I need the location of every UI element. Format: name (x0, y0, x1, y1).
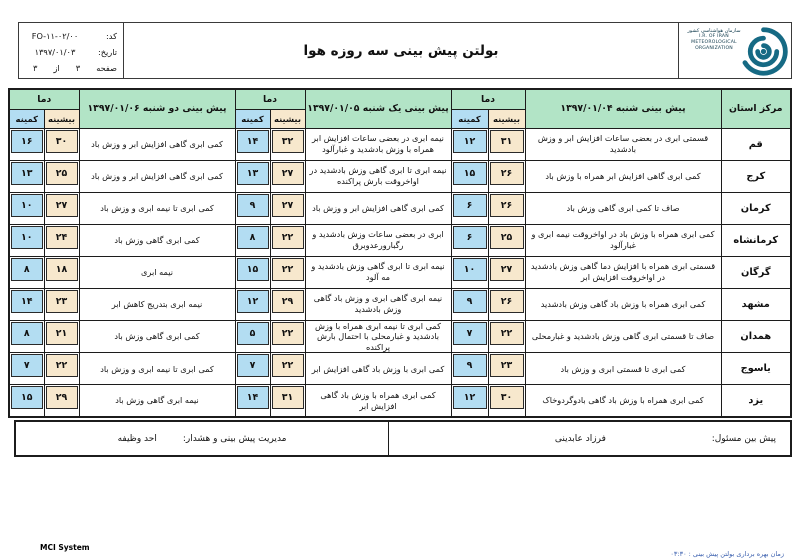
day1-max-value: ۲۲ (490, 322, 524, 345)
table-row (9, 353, 791, 385)
day1-max-cell (488, 288, 525, 320)
day3-max-cell (44, 192, 79, 224)
day2-max-value: ۳۲ (272, 130, 304, 153)
org-name-fa: سازمان هواشناسی کشور (687, 28, 741, 34)
day3-max-value: ۲۷ (46, 194, 78, 217)
day3-max-value: ۲۲ (46, 354, 78, 377)
day1-max-cell (488, 128, 525, 160)
day2-max-cell (270, 128, 305, 160)
day2-forecast-text: نیمه ابری تا ابری گاهی وزش بادشدید در اواخروقت بارش پراکنده (305, 160, 451, 192)
day2-max-cell (270, 320, 305, 353)
day2-max-value: ۲۹ (272, 290, 304, 313)
day2-min-value: ۱۵ (237, 258, 269, 281)
province-name: قم (721, 128, 791, 160)
page-total: ۳ (33, 63, 38, 73)
day2-forecast-text: نیمه ابری تا ابری گاهی وزش بادشدید و مه آلود (305, 256, 451, 288)
day2-max-value: ۲۲ (272, 354, 304, 377)
day2-header: پیش بینی یک شنبه ۱۳۹۷/۰۱/۰۵ (305, 89, 451, 128)
day1-min-cell (451, 160, 488, 192)
forecast-table (8, 88, 792, 418)
bulletin-time-note: زمان بهره برداری بولتن پیش بینی : ۰۳:۳۰ (670, 550, 784, 558)
code-value: FO-۱۱-۰۲/۰۰ (31, 31, 79, 41)
day2-forecast-text: کمی ابری تا نیمه ابری همراه با وزش بادشدید و غبارمحلی با احتمال بارش پراکنده (305, 320, 451, 353)
document-header (18, 22, 792, 79)
day1-min-value: ۶ (453, 226, 487, 249)
province-name: یزد (721, 385, 791, 417)
day1-header: پیش بینی شنبه ۱۳۹۷/۰۱/۰۴ (525, 89, 721, 128)
day2-max-value: ۲۲ (272, 226, 304, 249)
day1-max-header: بیشینه (488, 109, 525, 128)
table-row (9, 224, 791, 256)
day3-max-value: ۲۹ (46, 386, 78, 409)
day2-min-value: ۷ (237, 354, 269, 377)
day1-max-cell (488, 192, 525, 224)
org-logo (678, 22, 792, 79)
day3-forecast-text: کمی ابری گاهی افزایش ابر و وزش باد (79, 128, 235, 160)
day2-min-value: ۱۴ (237, 386, 269, 409)
day3-forecast-text: کمی ابری گاهی وزش باد (79, 320, 235, 353)
day3-min-value: ۷ (11, 354, 43, 377)
day1-min-value: ۹ (453, 290, 487, 313)
forecaster-label: پیش بین مسئول: (711, 433, 776, 444)
table-row (9, 320, 791, 353)
page-of: از (53, 63, 60, 73)
day2-max-cell (270, 192, 305, 224)
province-name: کرمان (721, 192, 791, 224)
day3-min-value: ۸ (11, 258, 43, 281)
day3-min-cell (9, 160, 44, 192)
day1-min-cell (451, 288, 488, 320)
day2-max-cell (270, 353, 305, 385)
meta-code (23, 28, 117, 44)
org-name-en3: ORGANIZATION (695, 45, 733, 51)
province-name: کرمانشاه (721, 224, 791, 256)
org-logo-text (683, 28, 745, 51)
day2-max-cell (270, 224, 305, 256)
day1-min-cell (451, 192, 488, 224)
day3-max-cell (44, 320, 79, 353)
day1-min-value: ۹ (453, 354, 487, 377)
org-name-en1: I.R. OF IRAN (699, 34, 729, 40)
page-label: صفحه (96, 63, 117, 73)
day1-forecast-text: کمی ابری همراه با وزش باد گاهی بادوگردوخاک (525, 385, 721, 417)
day3-min-cell (9, 128, 44, 160)
day1-max-cell (488, 160, 525, 192)
day1-min-cell (451, 224, 488, 256)
day2-min-value: ۸ (237, 226, 269, 249)
table-row (9, 256, 791, 288)
forecaster-name: فرزاد عابدینی (554, 433, 606, 444)
day1-forecast-text: کمی ابری گاهی افزایش ابر همراه با وزش باد (525, 160, 721, 192)
day3-max-cell (44, 385, 79, 417)
day2-max-value: ۲۷ (272, 194, 304, 217)
day2-max-cell (270, 160, 305, 192)
day3-min-cell (9, 320, 44, 353)
table-row (9, 192, 791, 224)
day1-temp-header: دما (451, 89, 525, 109)
day1-min-value: ۷ (453, 322, 487, 345)
day2-min-cell (235, 320, 270, 353)
day3-header: پیش بینی دو شنبه ۱۳۹۷/۰۱/۰۶ (79, 89, 235, 128)
day2-min-cell (235, 385, 270, 417)
day1-min-value: ۱۲ (453, 130, 487, 153)
day1-min-cell (451, 320, 488, 353)
day1-min-value: ۱۰ (453, 258, 487, 281)
manager-name: احد وظیفه (117, 433, 157, 444)
day1-max-cell (488, 353, 525, 385)
meta-box (18, 22, 124, 79)
day2-max-value: ۲۲ (272, 258, 304, 281)
day3-max-cell (44, 224, 79, 256)
day1-min-header: کمینه (451, 109, 488, 128)
day1-max-value: ۲۶ (490, 162, 524, 185)
day3-min-value: ۱۶ (11, 130, 43, 153)
day3-min-cell (9, 385, 44, 417)
province-name: کرج (721, 160, 791, 192)
day1-forecast-text: قسمتی ابری در بعضی ساعات افزایش ابر و وزش بادشدید (525, 128, 721, 160)
day3-max-header: بیشینه (44, 109, 79, 128)
table-row (9, 160, 791, 192)
meta-page (23, 60, 117, 76)
day2-min-cell (235, 353, 270, 385)
day3-min-value: ۱۴ (11, 290, 43, 313)
day2-min-cell (235, 160, 270, 192)
day2-forecast-text: کمی ابری گاهی افزایش ابر و وزش باد (305, 192, 451, 224)
province-name: مشهد (721, 288, 791, 320)
day1-min-value: ۱۵ (453, 162, 487, 185)
day1-max-value: ۲۷ (490, 258, 524, 281)
day2-forecast-text: نیمه ابری در بعضی ساعات افزایش ابر همراه با وزش بادشدید و غبارآلود (305, 128, 451, 160)
code-label: کد: (106, 31, 117, 41)
day3-min-cell (9, 353, 44, 385)
day3-max-value: ۲۵ (46, 162, 78, 185)
day2-max-value: ۲۲ (272, 322, 304, 345)
day3-forecast-text: نیمه ابری بتدریج کاهش ابر (79, 288, 235, 320)
day1-min-value: ۱۲ (453, 386, 487, 409)
day3-min-cell (9, 256, 44, 288)
spiral-logo-icon (737, 25, 790, 78)
day1-min-value: ۶ (453, 194, 487, 217)
day3-min-cell (9, 288, 44, 320)
day2-forecast-text: نیمه ابری گاهی ابری و وزش باد گاهی وزش بادشدید (305, 288, 451, 320)
day3-min-header: کمینه (9, 109, 44, 128)
meta-date (23, 44, 117, 60)
day3-max-value: ۲۴ (46, 226, 78, 249)
day3-max-value: ۱۸ (46, 258, 78, 281)
day2-min-value: ۱۴ (237, 130, 269, 153)
day2-min-cell (235, 224, 270, 256)
day3-min-value: ۸ (11, 322, 43, 345)
day3-max-value: ۲۱ (46, 322, 78, 345)
day3-max-cell (44, 128, 79, 160)
day3-max-cell (44, 160, 79, 192)
date-value: ۱۳۹۷/۰۱/۰۳ (34, 47, 76, 57)
day2-max-header: بیشینه (270, 109, 305, 128)
province-name: گرگان (721, 256, 791, 288)
day1-max-value: ۲۳ (490, 354, 524, 377)
day1-min-cell (451, 256, 488, 288)
mci-system-label: MCI System (40, 543, 90, 552)
day1-max-value: ۳۱ (490, 130, 524, 153)
day2-min-value: ۵ (237, 322, 269, 345)
table-row (9, 385, 791, 417)
day2-min-cell (235, 192, 270, 224)
day2-forecast-text: کمی ابری با وزش باد گاهی افزایش ابر (305, 353, 451, 385)
day3-max-cell (44, 353, 79, 385)
forecaster-cell (388, 422, 790, 455)
table-row (9, 288, 791, 320)
day2-min-header: کمینه (235, 109, 270, 128)
day1-forecast-text: کمی ابری تا قسمتی ابری و وزش باد (525, 353, 721, 385)
day1-max-cell (488, 320, 525, 353)
day3-min-value: ۱۳ (11, 162, 43, 185)
day3-min-value: ۱۵ (11, 386, 43, 409)
day1-max-value: ۲۶ (490, 194, 524, 217)
day1-max-value: ۳۰ (490, 386, 524, 409)
day3-temp-header: دما (9, 89, 79, 109)
day2-max-cell (270, 385, 305, 417)
day3-forecast-text: کمی ابری تا نیمه ابری و وزش باد (79, 192, 235, 224)
table-body (9, 128, 791, 417)
day3-min-cell (9, 224, 44, 256)
day1-forecast-text: کمی ابری همراه با وزش باد در اواخروقت نیمه ابری و غبارآلود (525, 224, 721, 256)
manager-label: مدیریت پیش بینی و هشدار: (182, 433, 287, 444)
day3-max-value: ۲۳ (46, 290, 78, 313)
table-row (9, 128, 791, 160)
day2-min-value: ۱۲ (237, 290, 269, 313)
day2-forecast-text: کمی ابری همراه با وزش باد گاهی افزایش ابر (305, 385, 451, 417)
title-box (123, 22, 679, 79)
day1-max-value: ۲۵ (490, 226, 524, 249)
day3-forecast-text: کمی ابری گاهی افزایش ابر و وزش باد (79, 160, 235, 192)
day1-min-cell (451, 128, 488, 160)
day1-forecast-text: صاف تا قسمتی ابری گاهی وزش بادشدید و غبارمحلی (525, 320, 721, 353)
day1-min-cell (451, 353, 488, 385)
day3-max-cell (44, 288, 79, 320)
day1-forecast-text: صاف تا کمی ابری گاهی وزش باد (525, 192, 721, 224)
signature-bar (14, 420, 792, 457)
page-title: بولتن پیش بینی سه روزه هوا (303, 42, 499, 59)
day2-forecast-text: ابری در بعضی ساعات وزش بادشدید و رگبارورعدوبرق (305, 224, 451, 256)
day2-min-cell (235, 288, 270, 320)
day2-max-value: ۳۱ (272, 386, 304, 409)
day2-min-value: ۹ (237, 194, 269, 217)
day1-max-cell (488, 256, 525, 288)
day3-forecast-text: کمی ابری تا نیمه ابری و وزش باد (79, 353, 235, 385)
day2-temp-header: دما (235, 89, 305, 109)
day3-forecast-text: کمی ابری گاهی وزش باد (79, 224, 235, 256)
day3-max-cell (44, 256, 79, 288)
org-name-en2: METEOROLOGICAL (691, 39, 737, 45)
day1-forecast-text: قسمتی ابری همراه با افزایش دما گاهی وزش بادشدید در اواخروقت افزایش ابر (525, 256, 721, 288)
province-column-header: مرکز استان (721, 89, 791, 128)
day3-forecast-text: نیمه ابری (79, 256, 235, 288)
day2-max-value: ۲۷ (272, 162, 304, 185)
province-name: همدان (721, 320, 791, 353)
day2-min-cell (235, 128, 270, 160)
day3-min-value: ۱۰ (11, 226, 43, 249)
manager-cell (16, 422, 388, 455)
province-name: یاسوج (721, 353, 791, 385)
day3-min-value: ۱۰ (11, 194, 43, 217)
day2-min-value: ۱۳ (237, 162, 269, 185)
day3-max-value: ۳۰ (46, 130, 78, 153)
day3-forecast-text: نیمه ابری گاهی وزش باد (79, 385, 235, 417)
day1-max-cell (488, 224, 525, 256)
day2-max-cell (270, 288, 305, 320)
page-number: ۳ (75, 63, 81, 73)
date-label: تاریخ: (97, 47, 117, 57)
day1-max-cell (488, 385, 525, 417)
day3-min-cell (9, 192, 44, 224)
day1-max-value: ۲۶ (490, 290, 524, 313)
day1-min-cell (451, 385, 488, 417)
day2-max-cell (270, 256, 305, 288)
day2-min-cell (235, 256, 270, 288)
day1-forecast-text: کمی ابری همراه با وزش باد گاهی وزش بادشدید (525, 288, 721, 320)
